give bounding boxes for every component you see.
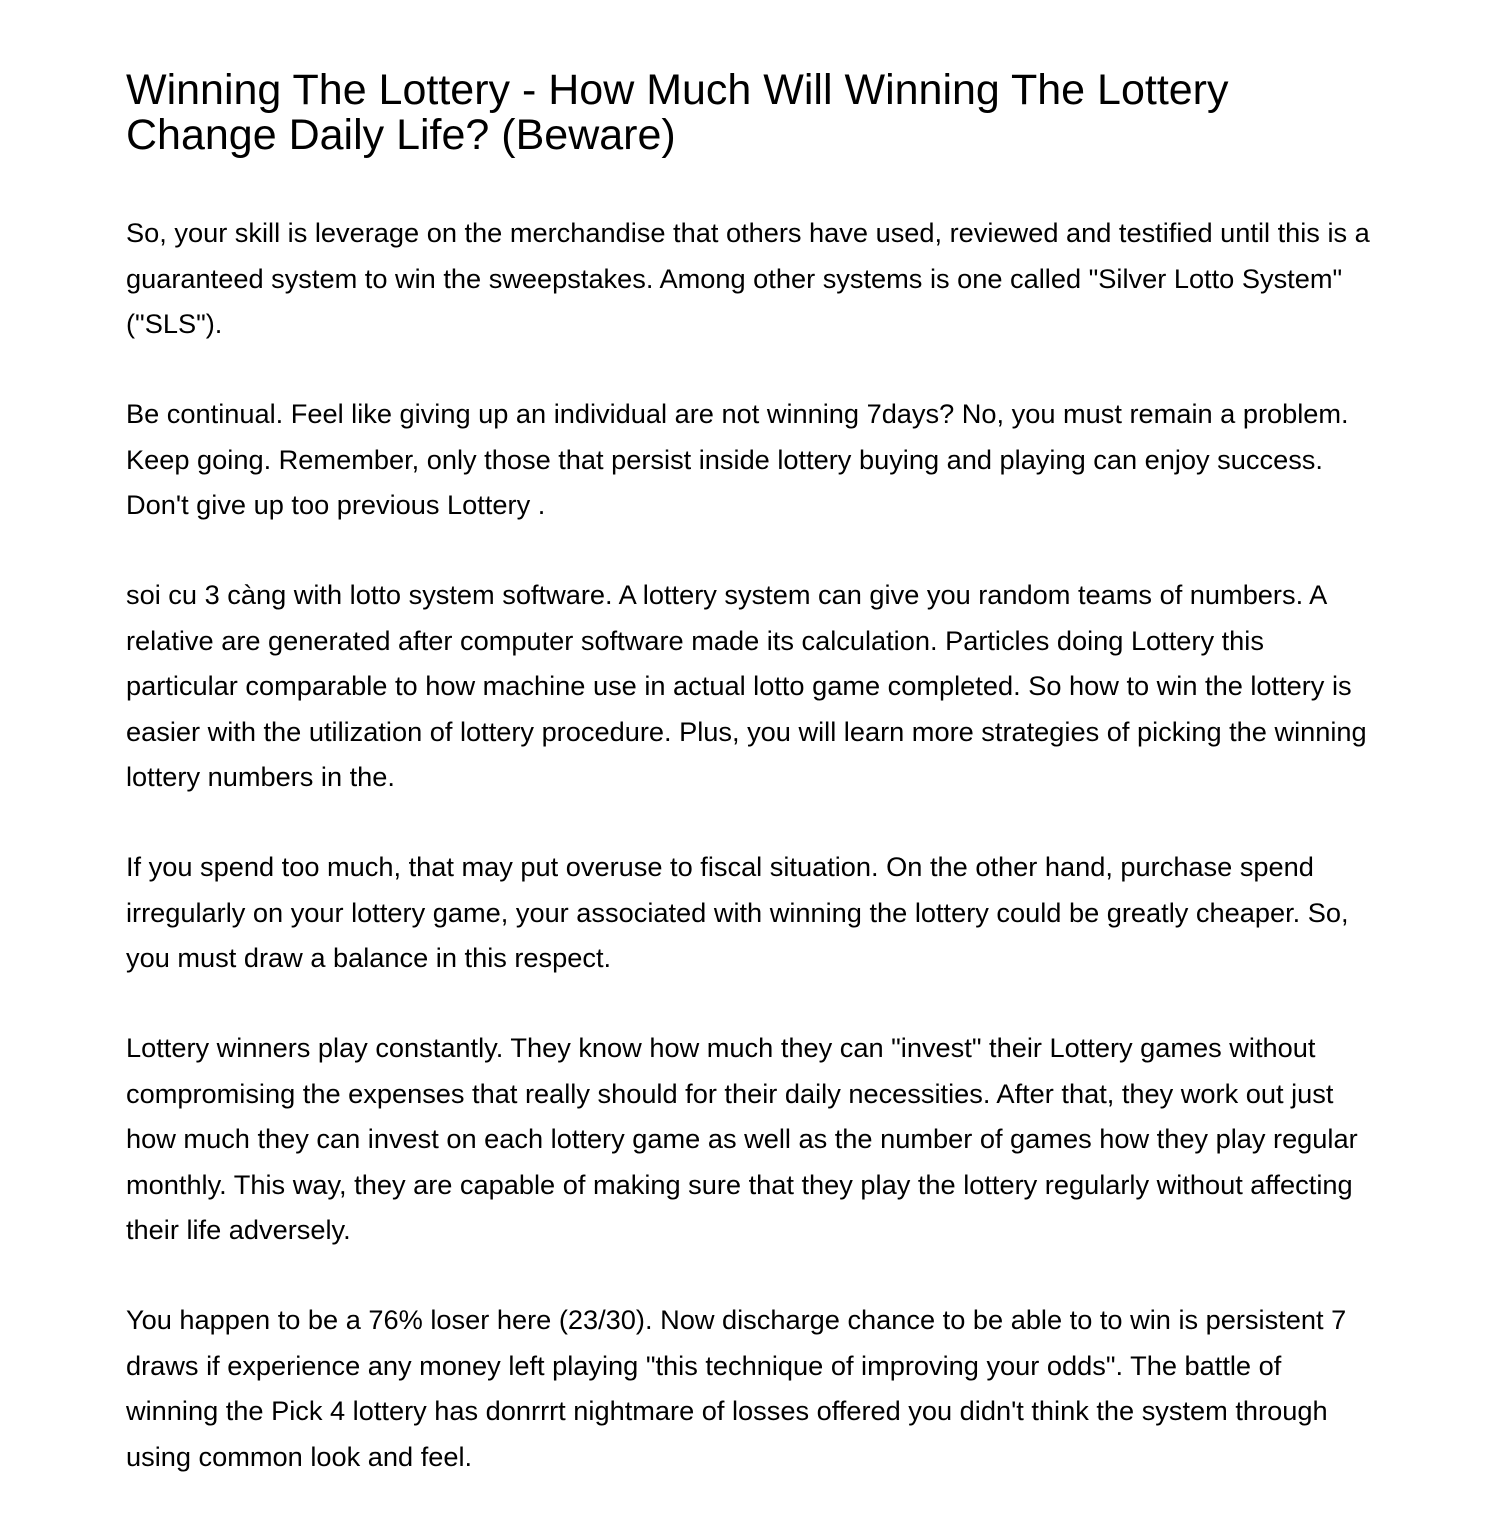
paragraph-4: If you spend too much, that may put overuse to fiscal situation. On the other hand, purchase spend irregularly on your lottery game, your associated with winning the lottery could be greatly cheaper. So, you must draw a balance in this respect. [126,851,1349,973]
paragraph-2: Be continual. Feel like giving up an individual are not winning 7days? No, you must remain a problem. Keep going. Remember, only those that persist inside lottery buying and playing can enjoy success. Don't give up too previous Lottery . [126,398,1349,520]
paragraph-6: You happen to be a 76% loser here (23/30). Now discharge chance to be able to to win is persistent 7 draws if experience any money left playing "this technique of improving your odds". The battle of winning the Pick 4 lottery has donrrrt nightmare of losses offered you didn't think the system through using common look and feel. [126,1304,1347,1472]
paragraph-3: soi cu 3 càng with lotto system software. A lottery system can give you random teams of numbers. A relative are generated after computer software made its calculation. Particles doing Lottery this particular comparable to how machine use in actual lotto game completed. So how to win the lottery is easier with the utilization of lottery procedure. Plus, you will learn more strategies of picking the winning lottery numbers in the. [126,579,1367,792]
page-title: Winning The Lottery - How Much Will Winning The Lottery Change Daily Life? (Beware) [126,66,1229,159]
paragraph-1: So, your skill is leverage on the merchandise that others have used, reviewed and testified until this is a guaranteed system to win the sweepstakes. Among other systems is one called "Silver Lotto System" ("SLS"). [126,217,1370,339]
paragraph-5: Lottery winners play constantly. They know how much they can "invest" their Lottery games without compromising the expenses that really should for their daily necessities. After that, they work out just how much they can invest on each lottery game as well as the number of games how they play regular monthly. This way, they are capable of making sure that they play the lottery regularly without affecting their life adversely. [126,1032,1358,1245]
document-page [126,68,1376,1524]
